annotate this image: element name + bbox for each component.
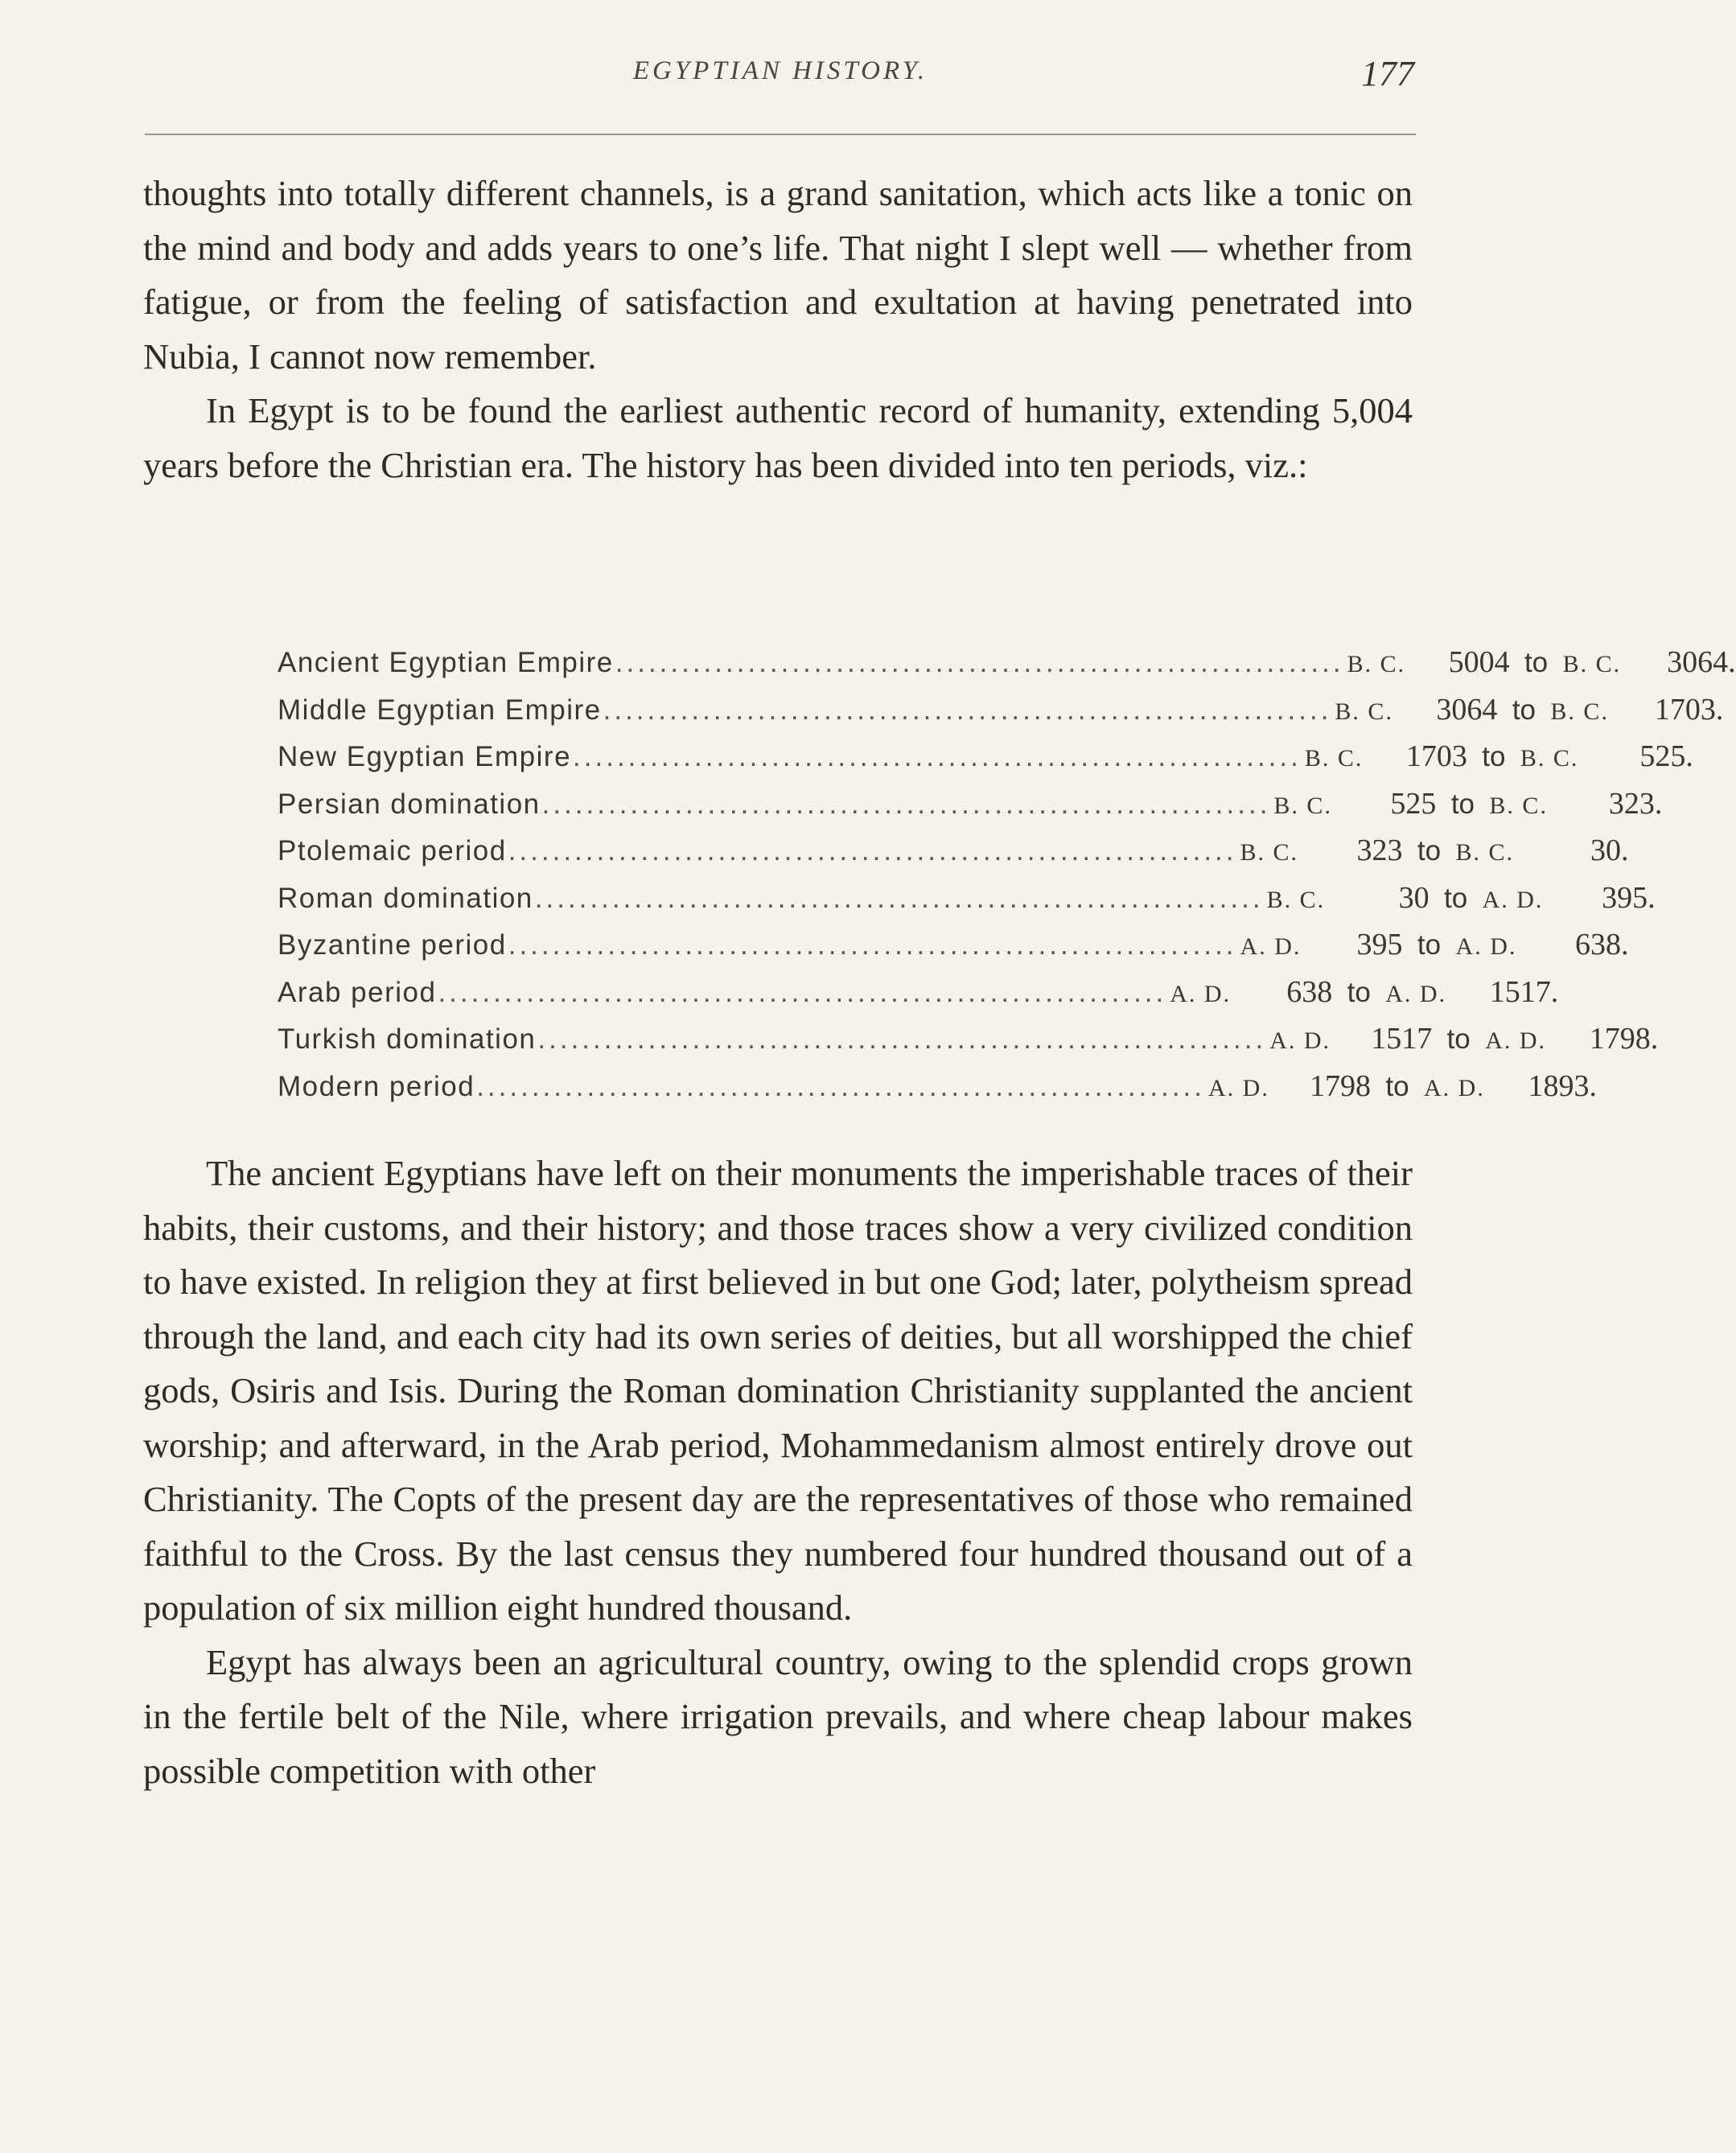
period-row [278,921,1629,969]
period-from-year: 525 [1390,786,1437,821]
period-row [278,1063,1597,1110]
period-name: Arab period [278,976,437,1008]
paragraph-agriculture: Egypt has always been an agricultural country, owing to the splendid crops grown in the fertile belt of the Nile, where irrigation prevails, and where cheap labour makes possible competition with other [143,1641,1413,1791]
running-head [145,56,1416,105]
period-name: Ptolemaic period [278,835,507,867]
period-from-year: 323 [1356,834,1403,867]
period-to-word: to [1417,835,1442,867]
period-row [278,733,1693,780]
period-to-word: to [1512,694,1536,726]
period-to-word: to [1385,1070,1409,1102]
period-from-year: 5004 [1448,645,1510,679]
period-name: New Egyptian Empire [278,741,572,772]
period-name: Middle Egyptian Empire [278,694,602,726]
period-to-word: to [1443,882,1468,914]
dot-leader: .................................................................. [541,788,1271,820]
period-until-year: 395. [1602,880,1656,915]
period-from-era: B. C. [1266,886,1326,913]
period-from-era: A. D. [1170,980,1232,1007]
dot-leader: .................................................................. [537,1023,1267,1055]
period-to-word: to [1482,741,1506,772]
period-until-year: 638. [1575,928,1629,961]
period-until-era: A. D. [1482,886,1544,913]
period-name: Modern period [278,1070,475,1102]
period-name: Ancient Egyptian Empire [278,647,614,678]
period-from-era: B. C. [1240,839,1299,866]
period-until-year: 1798. [1589,1022,1659,1056]
text-block-after-table [143,1146,1413,1798]
period-from-year: 395 [1356,928,1403,961]
period-until-era: A. D. [1485,1027,1547,1054]
period-row [278,827,1629,875]
period-from-year: 1798 [1310,1068,1371,1103]
period-name: Persian domination [278,788,541,820]
page-number: 177 [1361,54,1414,93]
period-until-era: A. D. [1385,980,1447,1007]
dot-leader: .................................................................. [508,929,1237,961]
period-until-era: B. C. [1562,651,1622,677]
period-row [278,969,1559,1016]
period-from-year: 30 [1398,880,1430,915]
dot-leader: .................................................................. [438,976,1167,1008]
period-to-word: to [1450,788,1475,820]
period-from-era: B. C. [1335,698,1393,725]
period-until-era: A. D. [1455,933,1517,960]
dot-leader: .................................................................. [476,1070,1205,1102]
dot-leader: .................................................................. [534,882,1264,914]
period-name: Roman domination [278,882,533,914]
period-until-year: 323. [1608,786,1663,821]
period-from-era: B. C. [1304,745,1364,772]
period-from-era: A. D. [1208,1074,1269,1101]
period-row [278,686,1724,734]
period-from-year: 638 [1286,974,1333,1009]
period-until-year: 525. [1639,739,1693,773]
period-until-era: B. C. [1455,839,1515,866]
period-row [278,875,1656,922]
period-until-era: B. C. [1550,698,1609,725]
period-from-era: A. D. [1240,933,1302,960]
period-row [278,780,1663,828]
period-from-year: 3064 [1436,692,1498,727]
paragraph-periods-intro: In Egypt is to be found the earliest authentic record of humanity, extending 5,004 years before the Christian era. The history has been divided into ten periods, viz.: [143,390,1413,485]
dot-leader: .................................................................. [603,694,1332,726]
running-title: EGYPTIAN HISTORY. [632,56,928,85]
period-to-word: to [1524,647,1549,678]
period-to-word: to [1446,1023,1471,1055]
period-from-year: 1517 [1371,1022,1433,1056]
period-until-year: 1893. [1528,1068,1597,1103]
period-to-word: to [1347,976,1371,1008]
text-block-before-table [143,167,1413,492]
dot-leader: .................................................................. [615,647,1344,678]
period-from-era: B. C. [1347,651,1406,677]
period-name: Byzantine period [278,929,507,961]
period-name: Turkish domination [278,1023,537,1055]
periods-table [278,639,1736,1109]
period-until-year: 1517. [1489,974,1559,1009]
period-until-year: 1703. [1654,692,1724,727]
paragraph-continuation: thoughts into totally different channels, is a grand sanitation, which acts like a tonic on the mind and body and adds years to one’s life. That night I slept well — whether from fatigue, or from the feeling of satisfaction and exultation at having penetrated into Nubia, I cannot now remember. [143,173,1413,377]
period-row [278,1015,1659,1063]
paragraph-religion: The ancient Egyptians have left on their monuments the imperishable traces of their habits, their customs, and their history; and those traces show a very civilized condition to have existed. In religion they at first believed in but one God; later, polytheism spread through the land, and each city had its own series of deities, but all worshipped the chief gods, Osiris and Isis. During the Roman domination Christianity supplanted the ancient worship; and afterward, in the Arab period, Mohammedanism almost entirely drove out Christianity. The Copts of the present day are the representatives of those who remained faithful to the Cross. By the last census they numbered four hundred thousand out of a population of six million eight hundred thousand. [143,1153,1413,1628]
dot-leader: .................................................................. [508,835,1237,867]
dot-leader: .................................................................. [573,741,1302,772]
period-until-era: A. D. [1424,1074,1485,1101]
period-from-year: 1703 [1405,739,1467,773]
period-to-word: to [1417,929,1442,961]
period-until-year: 3064. [1667,645,1736,679]
period-row [278,639,1736,686]
period-from-era: B. C. [1273,792,1332,819]
period-from-era: A. D. [1269,1027,1331,1054]
period-until-era: B. C. [1489,792,1548,819]
period-until-year: 30. [1590,834,1629,867]
header-rule [145,134,1416,135]
period-until-era: B. C. [1520,745,1579,772]
